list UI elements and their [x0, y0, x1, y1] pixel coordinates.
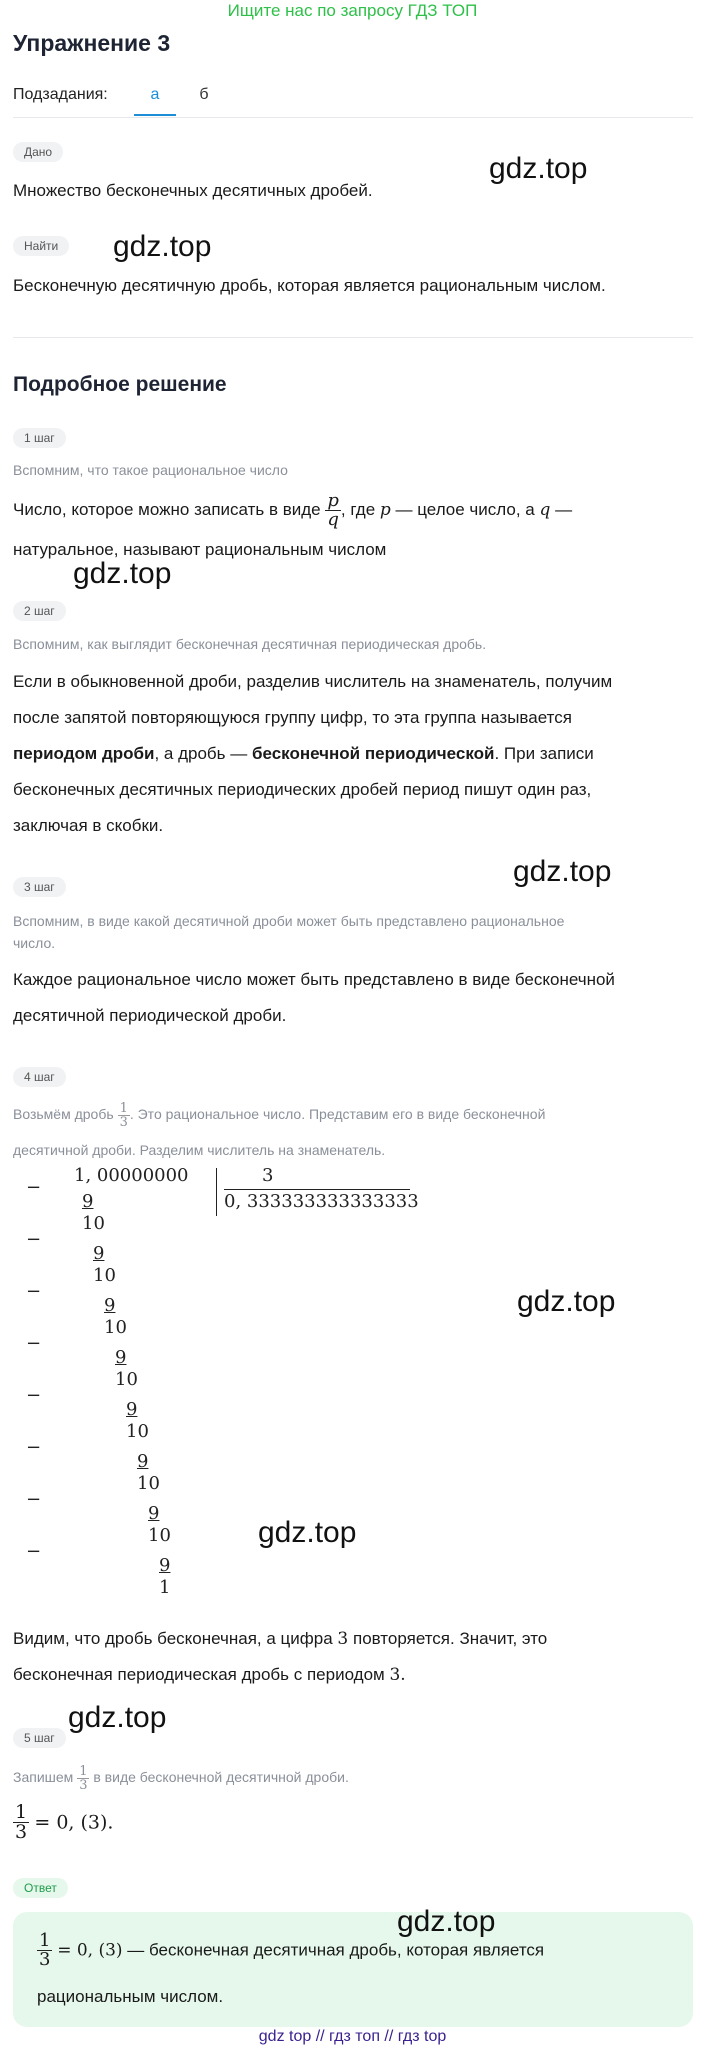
step-4-conclusion-a: Видим, что дробь бесконечная, а цифра	[13, 1629, 333, 1648]
final-remainder: 1	[159, 1577, 171, 1598]
term-period: периодом дроби	[13, 744, 155, 763]
watermark: gdz.top	[113, 230, 212, 263]
watermark: gdz.top	[513, 855, 612, 888]
fraction-one-third	[37, 1932, 52, 1969]
step-4-conclusion-c: бесконечная периодическая дробь с периодом	[13, 1665, 385, 1684]
var-q: q	[539, 500, 551, 520]
subtrahend-9: 9	[115, 1347, 127, 1368]
step-5-hint	[13, 1765, 693, 1792]
remainder-10: 10	[148, 1525, 171, 1546]
divisor: 3	[262, 1165, 274, 1186]
fraction-numerator: 1	[79, 1764, 88, 1779]
remainder-10: 10	[115, 1369, 138, 1390]
digit-three: 3	[337, 1629, 349, 1649]
step-2-line-1: Если в обыкновенной дроби, разделив числитель на знаменатель, получим	[13, 672, 613, 691]
step-4-hint-text-a: Возьмём дробь	[13, 1106, 114, 1123]
step-2-text-b: . При записи	[494, 744, 594, 763]
step-3-badge: 3 шаг	[13, 877, 66, 897]
minus-sign: −	[26, 1281, 42, 1302]
minus-sign: −	[26, 1437, 42, 1458]
watermark: gdz.top	[517, 1285, 616, 1318]
step-4-hint-text-b: . Это рациональное число. Представим его в виде бесконечной	[129, 1106, 546, 1123]
minus-sign: −	[26, 1333, 42, 1354]
step-3-line-1: Каждое рациональное число может быть представлено в виде бесконечной	[13, 970, 615, 989]
remainder-10: 10	[126, 1421, 149, 1442]
step-3-hint-1: Вспомним, в виде какой десятичной дроби может быть представлено рациональное	[13, 913, 565, 929]
step-1-line-1	[13, 490, 693, 530]
watermark: gdz.top	[258, 1516, 357, 1549]
step-1-badge: 1 шаг	[13, 428, 66, 448]
step-1-text-b: , где	[340, 500, 376, 519]
step-3-line-2: десятичной периодической дроби.	[13, 1006, 287, 1025]
step-5-hint-text-a: Запишем	[13, 1769, 74, 1786]
fraction-numerator: 1	[39, 1930, 51, 1952]
find-badge: Найти	[13, 236, 69, 256]
step-2-line-2: после запятой повторяющуюся группу цифр, то эта группа называется	[13, 708, 572, 727]
quotient: 0, 333333333333333	[224, 1191, 419, 1212]
step-4-conclusion-b: повторяется. Значит, это	[352, 1629, 548, 1648]
minus-sign: −	[26, 1385, 42, 1406]
watermark: gdz.top	[73, 557, 172, 590]
step-3-hint-2: число.	[13, 935, 56, 951]
subtrahend-9: 9	[137, 1451, 149, 1472]
period-value: 3.	[389, 1665, 406, 1685]
step-1-text-c: — целое число, а	[395, 500, 535, 519]
minus-sign: −	[26, 1541, 42, 1562]
fraction-denominator: 3	[39, 1949, 51, 1971]
minus-sign: −	[26, 1229, 42, 1250]
subtrahend-9: 9	[82, 1191, 94, 1212]
step-5-result	[13, 1803, 113, 1842]
tab-subtask-b[interactable]: б	[199, 86, 209, 103]
footer-links[interactable]: gdz top // гдз топ // гдз top	[258, 2028, 447, 2045]
dividend: 1, 00000000	[74, 1165, 189, 1186]
subtrahend-9: 9	[126, 1399, 138, 1420]
tabs-divider	[13, 117, 693, 118]
tab-subtask-a[interactable]: а	[150, 86, 160, 103]
answer-text-a: — бесконечная десятичная дробь, которая является	[127, 1940, 545, 1960]
step-5-badge: 5 шаг	[13, 1728, 66, 1748]
step-4-conclusion-2	[13, 1657, 693, 1693]
watermark: gdz.top	[68, 1701, 167, 1734]
step-4-badge: 4 шаг	[13, 1067, 66, 1087]
given-badge: Дано	[13, 142, 63, 162]
fraction-one-third	[13, 1803, 29, 1842]
fraction-denominator: q	[327, 509, 339, 531]
fraction-one-third-hint	[77, 1765, 89, 1792]
remainder-10: 10	[82, 1213, 105, 1234]
watermark: gdz.top	[489, 152, 588, 185]
subtrahend-9: 9	[93, 1243, 105, 1264]
step-4-conclusion-1	[13, 1621, 693, 1657]
step-1-hint: Вспомним, что такое рациональное число	[13, 462, 288, 478]
subtasks-label: Подзадания:	[13, 86, 108, 103]
remainder-10: 10	[137, 1473, 160, 1494]
division-bracket	[216, 1168, 217, 1216]
subtrahend-9: 9	[159, 1555, 171, 1576]
fraction-numerator: 1	[119, 1101, 128, 1116]
term-periodic: бесконечной периодической	[252, 744, 495, 763]
fraction-numerator: 1	[15, 1801, 28, 1823]
page-title: Упражнение 3	[13, 30, 171, 56]
answer-badge: Ответ	[13, 1878, 68, 1898]
fraction-denominator: 3	[15, 1821, 28, 1843]
step-2-text-a: , а дробь —	[154, 744, 248, 763]
subtrahend-9: 9	[148, 1503, 160, 1524]
remainder-10: 10	[93, 1265, 116, 1286]
step-4-hint-2: десятичной дроби. Разделим числитель на знаменатель.	[13, 1142, 386, 1158]
step-2-line-4: бесконечных десятичных периодических дробей период пишут один раз,	[13, 780, 592, 799]
fraction-one-third-hint	[118, 1102, 130, 1129]
step-5-hint-text-b: в виде бесконечной десятичной дроби.	[93, 1769, 349, 1786]
active-tab-indicator	[134, 114, 176, 116]
section-divider	[13, 337, 693, 338]
fraction-p-over-q	[325, 492, 341, 529]
fraction-denominator: 3	[79, 1778, 88, 1793]
answer-line-2: рациональным числом.	[37, 1987, 224, 2006]
step-4-hint-1	[13, 1102, 693, 1129]
var-p: p	[379, 500, 391, 520]
subtrahend-9: 9	[104, 1295, 116, 1316]
find-text: Бесконечную десятичную дробь, которая является рациональным числом.	[13, 276, 606, 295]
fraction-denominator: 3	[119, 1115, 128, 1130]
step-1-text-d: —	[555, 500, 573, 519]
step-2-line-5: заключая в скобки.	[13, 816, 164, 835]
given-text: Множество бесконечных десятичных дробей.	[13, 181, 373, 200]
step-2-badge: 2 шаг	[13, 601, 66, 621]
minus-sign: −	[26, 1177, 42, 1198]
quotient-line	[224, 1189, 410, 1190]
search-banner[interactable]: Ищите нас по запросу ГДЗ ТОП	[227, 1, 478, 20]
solution-title: Подробное решение	[13, 373, 227, 396]
answer-math: = 0, (3)	[57, 1940, 123, 1961]
minus-sign: −	[26, 1489, 42, 1510]
fraction-numerator: p	[327, 490, 339, 512]
watermark: gdz.top	[397, 1905, 496, 1938]
step-2-hint: Вспомним, как выглядит бесконечная десятичная периодическая дробь.	[13, 636, 487, 652]
remainder-10: 10	[104, 1317, 127, 1338]
step-1-text-a: Число, которое можно записать в виде	[13, 500, 321, 519]
step-2-line-3	[13, 736, 693, 772]
step-1-line-2: натуральное, называют рациональным числом	[13, 540, 387, 559]
decimal-result: = 0, (3).	[34, 1811, 114, 1834]
